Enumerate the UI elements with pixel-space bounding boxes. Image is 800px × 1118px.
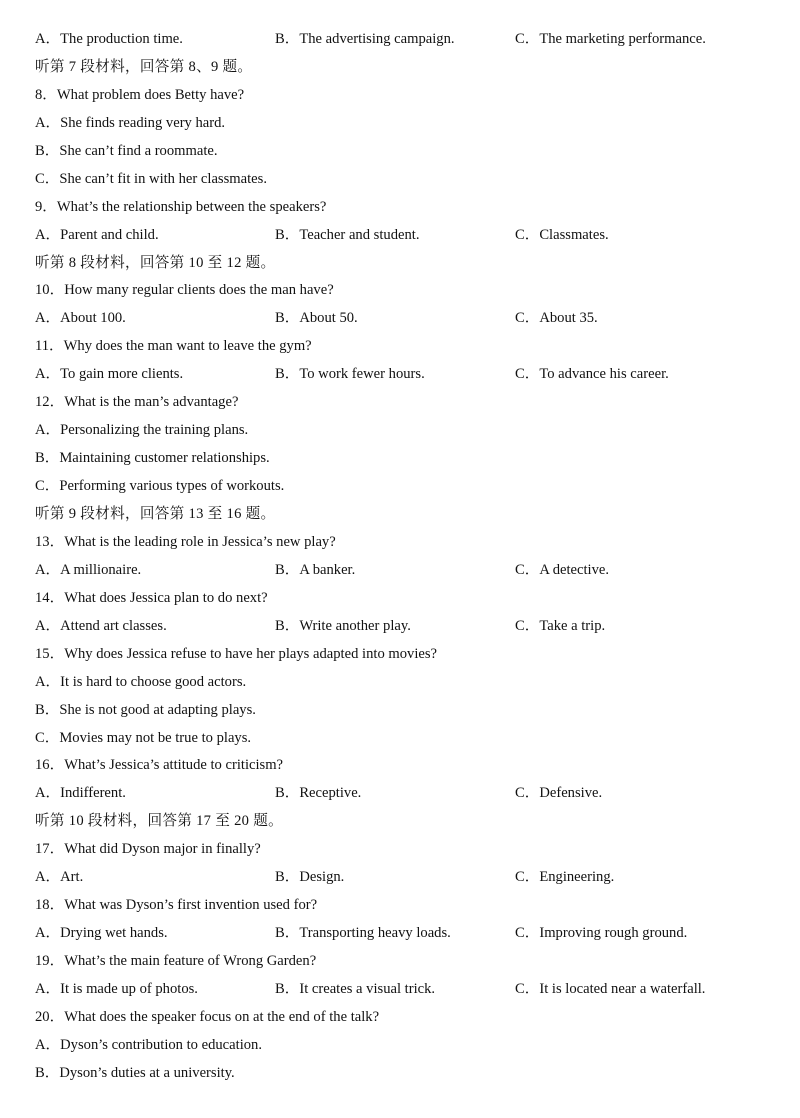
option-c: C．About 35. (515, 310, 598, 327)
option-row (35, 25, 775, 53)
option-b: B．Receptive. (275, 785, 362, 802)
option-line: A．It is hard to choose good actors. (35, 673, 247, 690)
option-line: C．She can’t fit in with her classmates. (35, 170, 267, 187)
section-instruction: 听第 10 段材料，回答第 17 至 20 题。 (35, 813, 283, 830)
option-row (35, 221, 775, 249)
option-line: A．Personalizing the training plans. (35, 422, 249, 439)
question-text: 16．What’s Jessica’s attitude to criticism? (35, 757, 284, 774)
question-text: 13．What is the leading role in Jessica’s new play? (35, 533, 336, 550)
option-b: B．Transporting heavy loads. (275, 925, 451, 942)
question-text: 15．Why does Jessica refuse to have her plays adapted into movies? (35, 645, 438, 662)
option-a: A．Drying wet hands. (35, 925, 168, 942)
question-text: 11．Why does the man want to leave the gym? (35, 338, 312, 355)
option-b: B．To work fewer hours. (275, 366, 425, 383)
option-a: A．Parent and child. (35, 226, 159, 243)
option-a: A．It is made up of photos. (35, 980, 198, 997)
option-c: C．Defensive. (515, 785, 603, 802)
option-c: C．Engineering. (515, 869, 615, 886)
option-line: C．Performing various types of workouts. (35, 478, 285, 495)
option-line: B．She can’t find a roommate. (35, 142, 218, 159)
option-a: A．Art. (35, 869, 84, 886)
option-row (35, 612, 775, 640)
option-a: A．The production time. (35, 31, 183, 47)
question-text: 18．What was Dyson’s first invention used for? (35, 897, 318, 914)
question-text: 17．What did Dyson major in finally? (35, 841, 261, 858)
question-text: 20．What does the speaker focus on at the end of the talk? (35, 1008, 380, 1025)
section-instruction: 听第 8 段材料，回答第 10 至 12 题。 (35, 254, 276, 271)
option-c: C．Take a trip. (515, 617, 606, 634)
question-text: 12．What is the man’s advantage? (35, 394, 239, 411)
option-a: A．To gain more clients. (35, 366, 184, 383)
question-text: 9．What’s the relationship between the speakers? (35, 198, 327, 215)
question-text: 8．What problem does Betty have? (35, 86, 245, 103)
option-b: B．A banker. (275, 561, 356, 578)
option-b: B．About 50. (275, 310, 358, 327)
option-c: C．To advance his career. (515, 366, 669, 383)
option-c: C．Classmates. (515, 226, 609, 243)
option-b: B．The advertising campaign. (275, 31, 455, 47)
option-a: A．About 100. (35, 310, 126, 327)
option-b: B．Write another play. (275, 617, 411, 634)
option-b: B．It creates a visual trick. (275, 980, 436, 997)
option-line: B．Maintaining customer relationships. (35, 450, 270, 467)
option-line: C．Movies may not be true to plays. (35, 729, 252, 746)
option-a: A．Indifferent. (35, 785, 126, 802)
question-text: 14．What does Jessica plan to do next? (35, 589, 268, 606)
option-row (35, 304, 775, 332)
option-row (35, 919, 775, 947)
section-instruction: 听第 9 段材料，回答第 13 至 16 题。 (35, 505, 276, 522)
option-a: A．Attend art classes. (35, 617, 167, 634)
option-c: C．The marketing performance. (515, 31, 706, 47)
option-b: B．Teacher and student. (275, 226, 420, 243)
option-c: C．It is located near a waterfall. (515, 980, 706, 997)
option-line: A．She finds reading very hard. (35, 114, 226, 131)
option-row (35, 556, 775, 584)
option-line: A．Dyson’s contribution to education. (35, 1036, 262, 1053)
option-row (35, 779, 775, 807)
option-row (35, 360, 775, 388)
option-c: C．Improving rough ground. (515, 925, 688, 942)
option-row (35, 975, 775, 1003)
option-c: C．A detective. (515, 561, 610, 578)
question-text: 10．How many regular clients does the man have? (35, 282, 334, 299)
option-line: B．Dyson’s duties at a university. (35, 1064, 235, 1081)
section-instruction: 听第 7 段材料，回答第 8、9 题。 (35, 58, 253, 75)
option-b: B．Design. (275, 869, 345, 886)
option-line: B．She is not good at adapting plays. (35, 701, 256, 718)
question-text: 19．What’s the main feature of Wrong Garden? (35, 953, 317, 970)
option-a: A．A millionaire. (35, 561, 142, 578)
option-row (35, 863, 775, 891)
